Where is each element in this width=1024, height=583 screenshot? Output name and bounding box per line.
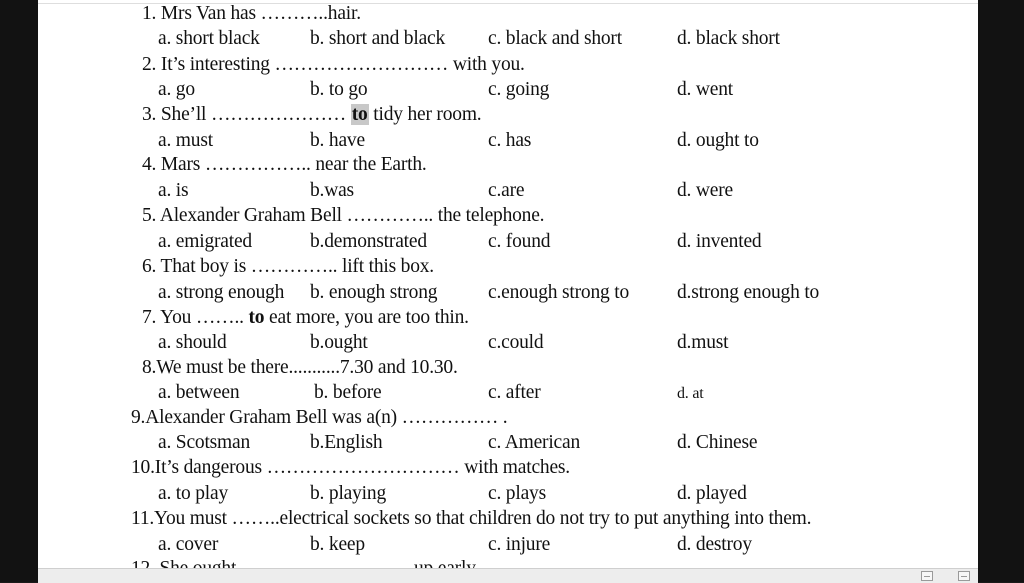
q4-option-c[interactable]: c.are (488, 180, 525, 201)
q4-option-b[interactable]: b.was (310, 180, 354, 201)
question-7-stem-end: eat more, you are too thin. (264, 307, 469, 328)
q4-option-d[interactable]: d. were (677, 180, 733, 201)
question-4: 4. Mars …………….. near the Earth. (142, 154, 427, 175)
q5-option-d[interactable]: d. invented (677, 231, 762, 252)
q2-option-b[interactable]: b. to go (310, 79, 368, 100)
q11-option-a[interactable]: a. cover (158, 534, 219, 555)
question-5: 5. Alexander Graham Bell ………….. the telephone. (142, 205, 545, 226)
q11-option-b[interactable]: b. keep (310, 534, 365, 555)
q9-option-a[interactable]: a. Scotsman (158, 432, 251, 453)
question-2: 2. It’s interesting ……………………… with you. (142, 54, 525, 75)
bottom-toolbar (38, 568, 978, 583)
question-6: 6. That boy is ………….. lift this box. (142, 256, 434, 277)
left-letterbox (0, 0, 38, 582)
question-11: 11.You must ……..electrical sockets so that children do not try to put anything into them. (131, 508, 812, 529)
q11-option-c[interactable]: c. injure (488, 534, 551, 555)
q2-option-c[interactable]: c. going (488, 79, 550, 100)
q3-option-c[interactable]: c. has (488, 130, 532, 151)
q10-option-b[interactable]: b. playing (310, 483, 386, 504)
q7-option-a[interactable]: a. should (158, 332, 227, 353)
q9-option-c[interactable]: c. American (488, 432, 581, 453)
q10-option-a[interactable]: a. to play (158, 483, 229, 504)
q8-option-d[interactable]: d. at (677, 385, 704, 402)
q7-option-c[interactable]: c.could (488, 332, 544, 353)
q10-option-d[interactable]: d. played (677, 483, 747, 504)
question-7-stem-start: 7. You …….. (142, 307, 249, 328)
q7-option-d[interactable]: d.must (677, 332, 729, 353)
q4-option-a[interactable]: a. is (158, 180, 189, 201)
settings-icon[interactable] (921, 571, 933, 581)
q8-option-b[interactable]: b. before (314, 382, 382, 403)
q1-option-c[interactable]: c. black and short (488, 28, 622, 49)
q3-option-d[interactable]: d. ought to (677, 130, 759, 151)
q2-option-a[interactable]: a. go (158, 79, 195, 100)
question-7 (142, 307, 469, 329)
document-page (38, 0, 978, 568)
question-3-stem-end: tidy her room. (368, 104, 482, 125)
question-8: 8.We must be there...........7.30 and 10.30. (142, 357, 458, 378)
q9-option-b[interactable]: b.English (310, 432, 383, 453)
question-3-stem-start: 3. She’ll ………………… (142, 104, 351, 125)
question-10: 10.It’s dangerous ………………………… with matches. (131, 457, 570, 478)
q5-option-b[interactable]: b.demonstrated (310, 231, 427, 252)
q6-option-a[interactable]: a. strong enough (158, 282, 285, 303)
question-9: 9.Alexander Graham Bell was a(n) …………… . (131, 407, 508, 428)
q3-option-a[interactable]: a. must (158, 130, 213, 151)
question-1: 1. Mrs Van has ………..hair. (142, 3, 361, 24)
q10-option-c[interactable]: c. plays (488, 483, 546, 504)
q2-option-d[interactable]: d. went (677, 79, 734, 100)
q6-option-b[interactable]: b. enough strong (310, 282, 438, 303)
q3-option-b[interactable]: b. have (310, 130, 365, 151)
menu-icon[interactable] (958, 571, 970, 581)
q1-option-a[interactable]: a. short black (158, 28, 260, 49)
q1-option-b[interactable]: b. short and black (310, 28, 446, 49)
q5-option-a[interactable]: a. emigrated (158, 231, 252, 252)
q7-option-b[interactable]: b.ought (310, 332, 368, 353)
q8-option-a[interactable]: a. between (158, 382, 240, 403)
question-7-bold-word: to (248, 307, 265, 328)
right-letterbox (978, 0, 1024, 582)
q1-option-d[interactable]: d. black short (677, 28, 780, 49)
question-3 (142, 104, 481, 126)
q6-option-d[interactable]: d.strong enough to (677, 282, 820, 303)
q6-option-c[interactable]: c.enough strong to (488, 282, 630, 303)
q5-option-c[interactable]: c. found (488, 231, 551, 252)
q9-option-d[interactable]: d. Chinese (677, 432, 758, 453)
q11-option-d[interactable]: d. destroy (677, 534, 752, 555)
question-3-highlighted-word: to (351, 104, 368, 125)
q8-option-c[interactable]: c. after (488, 382, 541, 403)
